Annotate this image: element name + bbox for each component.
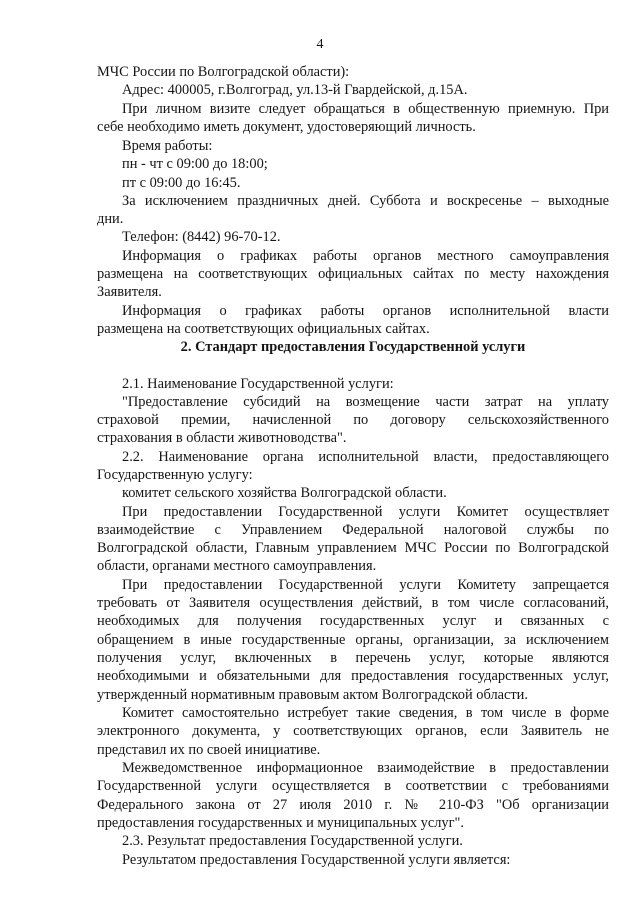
text-line: Межведомственное информационное взаимодействие в предоставлении — [122, 760, 609, 776]
text-line: получения услуг, включенных в перечень услуг, которые являются — [97, 650, 609, 666]
text-line: Заявителя. — [97, 284, 162, 300]
text-line: Государственную услугу: — [97, 467, 253, 483]
text-line: Информация о графиках работы органов местного самоуправления — [122, 248, 609, 264]
text-line: размещена на соответствующих официальных сайтах. — [97, 321, 430, 337]
text-line: предоставления государственных и муниципальных услуг". — [97, 815, 464, 831]
text-line: Волгоградской области, Главным управлением МЧС России по Волгоградской — [97, 540, 609, 556]
text-line: При личном визите следует обращаться в общественную приемную. При — [122, 101, 609, 117]
text-line: страхования в области животноводства". — [97, 430, 347, 446]
text-line: Телефон: (8442) 96-70-12. — [122, 229, 281, 245]
text-line: При предоставлении Государственной услуги Комитету запрещается — [122, 577, 609, 593]
text-line: пн - чт с 09:00 до 18:00; — [122, 156, 268, 172]
text-line: области, органами местного самоуправления. — [97, 558, 377, 574]
text-line: обращением в иные государственные органы, организации, за исключением — [97, 632, 609, 648]
text-line: страховой премии, начисленной по договору сельскохозяйственного — [97, 412, 609, 428]
text-line: 2.1. Наименование Государственной услуги: — [122, 376, 394, 392]
text-line: Время работы: — [122, 138, 213, 154]
text-line: За исключением праздничных дней. Суббота и воскресенье – выходные — [122, 193, 609, 209]
text-line: 2.2. Наименование органа исполнительной власти, предоставляющего — [122, 449, 609, 465]
text-line: Федерального закона от 27 июля 2010 г. № 210-ФЗ "Об организации — [97, 797, 609, 813]
text-line: представил их по своей инициативе. — [97, 742, 321, 758]
text-line: "Предоставление субсидий на возмещение части затрат на уплату — [122, 394, 609, 410]
text-line: комитет сельского хозяйства Волгоградской области. — [122, 485, 447, 501]
text-line: Адрес: 400005, г.Волгоград, ул.13-й Гвардейской, д.15А. — [122, 82, 468, 98]
section-heading: 2. Стандарт предоставления Государственной услуги — [180, 339, 526, 355]
text-line: Результатом предоставления Государственной услуги является: — [122, 852, 511, 868]
text-line: необходимыми и обязательными для предоставления государственных услуг, — [97, 668, 609, 684]
text-line: Государственной услуги осуществляется в соответствии с требованиями — [97, 778, 609, 794]
text-line: пт с 09:00 до 16:45. — [122, 175, 241, 191]
text-line: Комитет самостоятельно истребует такие сведения, в том числе в форме — [122, 705, 609, 721]
text-line: взаимодействие с Управлением Федеральной налоговой службы по — [97, 522, 609, 538]
text-line: необходимых для получения государственных услуг и связанных с — [97, 613, 609, 629]
text-line: себе необходимо иметь документ, удостоверяющий личность. — [97, 119, 476, 135]
text-line: При предоставлении Государственной услуги Комитет осуществляет — [122, 504, 609, 520]
text-line: электронного документа, у соответствующих органов, если Заявитель не — [97, 723, 609, 739]
text-line: размещена на соответствующих официальных сайтах по месту нахождения — [97, 266, 609, 282]
text-line: 2.3. Результат предоставления Государственной услуги. — [122, 833, 463, 849]
page-number: 4 — [316, 37, 324, 52]
text-line: МЧС России по Волгоградской области): — [97, 64, 350, 80]
text-line: утвержденный нормативным правовым актом Волгоградской области. — [97, 687, 528, 703]
text-line: требовать от Заявителя осуществления действий, в том числе согласований, — [97, 595, 609, 611]
text-line: Информация о графиках работы органов исполнительной власти — [122, 303, 609, 319]
text-line: дни. — [97, 211, 124, 227]
